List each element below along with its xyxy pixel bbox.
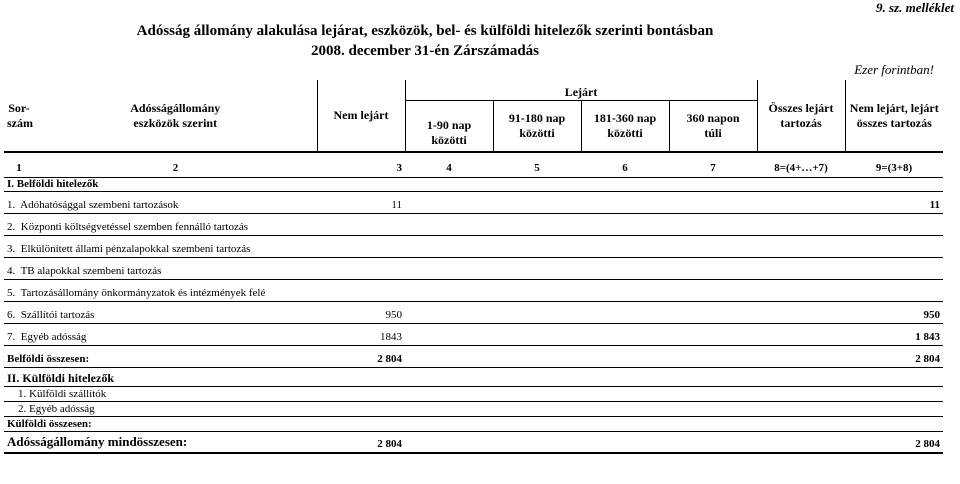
table-row — [4, 191, 943, 213]
row-total — [845, 213, 943, 235]
table-row — [4, 257, 943, 279]
header-181-360: 181-360 nap közötti — [581, 100, 669, 152]
row-nem-lejart: 11 — [317, 191, 405, 213]
col-number: 9=(3+8) — [845, 160, 943, 177]
section-kulfoldi: II. Külföldi hitelezők — [4, 367, 943, 386]
col-number: 1 — [4, 160, 34, 177]
row-total — [845, 257, 943, 279]
row-total — [845, 279, 943, 301]
header-360: 360 napon túli — [669, 100, 757, 152]
belfoldi-total-row — [4, 345, 943, 367]
page-title: Adósság állomány alakulása lejárat, eszközök, bel- és külföldi hitelezők szerinti bontásban — [136, 23, 714, 39]
row-label: 2. Egyéb adósság — [4, 401, 317, 416]
header-nem-lejart-lejart: Nem lejárt, lejárt összes tartozás — [845, 80, 943, 152]
table-row — [4, 235, 943, 257]
header-sorszam: Sor- szám — [7, 100, 33, 130]
section-belfoldi: I. Belföldi hitelezők — [4, 177, 943, 191]
row-nem-lejart: 950 — [317, 301, 405, 323]
row-total: 950 — [845, 301, 943, 323]
table-row — [4, 386, 943, 401]
col-number: 3 — [317, 160, 405, 177]
row-label: 3. Elkülönített állami pénzalapokkal szembeni tartozás — [4, 235, 317, 257]
col-number: 2 — [34, 160, 317, 177]
header-1-90: 1-90 nap közötti — [405, 100, 493, 152]
header-lejart: Lejárt — [405, 80, 757, 100]
col-number: 4 — [405, 160, 493, 177]
row-label: 7. Egyéb adósság — [4, 323, 317, 345]
table-row — [4, 401, 943, 416]
belfoldi-total-nem-lejart: 2 804 — [317, 345, 405, 367]
row-label: 4. TB alapokkal szembeni tartozás — [4, 257, 317, 279]
header-nem-lejart: Nem lejárt — [317, 80, 405, 152]
table-row — [4, 323, 943, 345]
row-label: 6. Szállítói tartozás — [4, 301, 317, 323]
row-total: 11 — [845, 191, 943, 213]
row-nem-lejart: 1843 — [317, 323, 405, 345]
page-subtitle: 2008. december 31-én Zárszámadás — [310, 43, 540, 59]
row-label: 1. Külföldi szállítók — [4, 386, 317, 401]
row-label: 2. Központi költségvetéssel szemben fennálló tartozás — [4, 213, 317, 235]
col-number: 7 — [669, 160, 757, 177]
row-total — [845, 235, 943, 257]
grand-total-nem-lejart: 2 804 — [317, 431, 405, 453]
row-label: 1. Adóhatósággal szembeni tartozások — [4, 191, 317, 213]
header-91-180: 91-180 nap közötti — [493, 100, 581, 152]
col-number: 6 — [581, 160, 669, 177]
row-nem-lejart — [317, 279, 405, 301]
grand-total-value: 2 804 — [845, 431, 943, 453]
row-total: 1 843 — [845, 323, 943, 345]
debt-table — [4, 80, 943, 454]
annex-label: 9. sz. melléklet — [876, 0, 954, 15]
row-nem-lejart — [317, 257, 405, 279]
kulfoldi-total-label: Külföldi összesen: — [4, 416, 317, 431]
col-number: 8=(4+…+7) — [757, 160, 845, 177]
header-osszes-lejart: Összes lejárt tartozás — [757, 80, 845, 152]
grand-total-row — [4, 431, 943, 453]
unit-label: Ezer forintban! — [854, 62, 934, 77]
grand-total-label: Adósságállomány mindösszesen: — [4, 431, 317, 453]
row-nem-lejart — [317, 213, 405, 235]
header-allomany: Adósságállomány eszközök szerint — [130, 100, 221, 130]
table-row — [4, 279, 943, 301]
row-nem-lejart — [317, 235, 405, 257]
col-number: 5 — [493, 160, 581, 177]
row-label: 5. Tartozásállomány önkormányzatok és intézmények felé — [4, 279, 317, 301]
belfoldi-total-label: Belföldi összesen: — [4, 345, 317, 367]
table-row — [4, 301, 943, 323]
belfoldi-total-value: 2 804 — [845, 345, 943, 367]
table-row — [4, 213, 943, 235]
kulfoldi-total-row — [4, 416, 943, 431]
